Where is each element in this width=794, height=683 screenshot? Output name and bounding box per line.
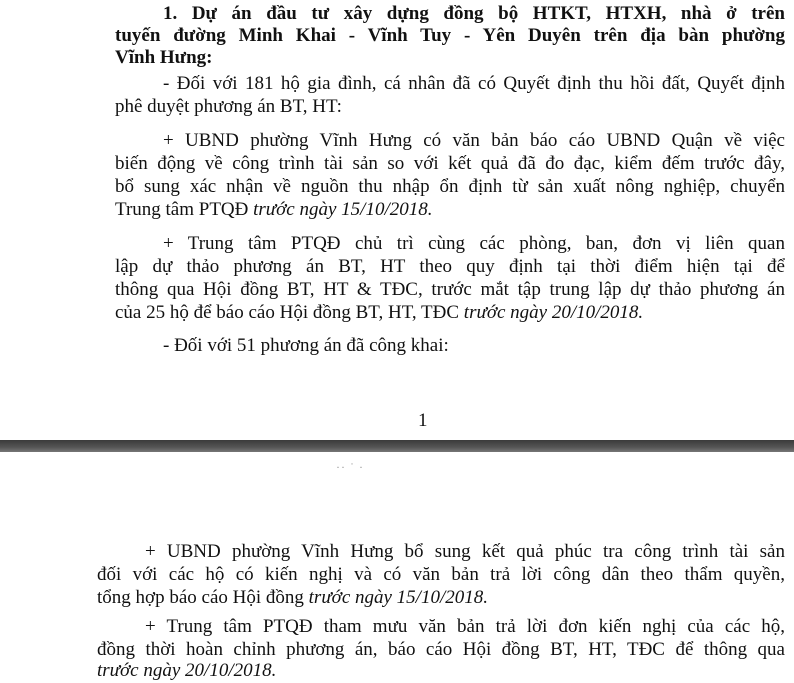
sub-item-ptqd-draft-line-4: [115, 301, 643, 325]
sub-item-vinh-hung-report-line-1: + UBND phường Vĩnh Hưng có văn bản báo cáo UBND Quận về việc: [163, 130, 785, 151]
section-heading-line-2: tuyến đường Minh Khai - Vĩnh Tuy - Yên Duyên trên địa bàn phường: [115, 25, 785, 46]
deadline-text: trước ngày 15/10/2018.: [308, 587, 488, 608]
sub-item-vinh-hung-report-line-4: [115, 198, 432, 222]
sub-item-ptqd-draft-line-1: + Trung tâm PTQĐ chủ trì cùng các phòng, ban, đơn vị liên quan: [163, 233, 785, 254]
sub-item-vinh-hung-recheck-line-1: + UBND phường Vĩnh Hưng bổ sung kết quả phúc tra công trình tài sản: [145, 541, 785, 562]
sub-item-ptqd-response-line-1: + Trung tâm PTQĐ tham mưu văn bản trả lời đơn kiến nghị của các hộ,: [145, 616, 785, 637]
sub-item-ptqd-response-line-3: [97, 659, 276, 683]
item-181-households-line-1: - Đối với 181 hộ gia đình, cá nhân đã có Quyết định thu hồi đất, Quyết định: [163, 73, 785, 94]
section-heading-line-1: 1. Dự án đầu tư xây dựng đồng bộ HTKT, HTXH, nhà ở trên: [163, 3, 785, 24]
page-number: 1: [418, 410, 428, 431]
sub-item-ptqd-draft-line-3: thông qua Hội đồng BT, HT & TĐC, trước mắt tập trung lập dự thảo phương án: [115, 279, 785, 300]
scan-artifact: ·· ˙ ·: [336, 460, 364, 474]
sub-item-vinh-hung-recheck-line-2: đối với các hộ có kiến nghị và có văn bản trả lời công dân theo thẩm quyền,: [97, 564, 785, 585]
item-51-plans: - Đối với 51 phương án đã công khai:: [163, 335, 449, 356]
sub-item-vinh-hung-recheck-line-3: [97, 586, 488, 610]
body-text: Trung tâm PTQĐ: [115, 199, 254, 220]
item-181-households-line-2: phê duyệt phương án BT, HT:: [115, 96, 342, 117]
deadline-text: trước ngày 20/10/2018.: [97, 660, 277, 681]
deadline-text: trước ngày 15/10/2018.: [253, 199, 433, 220]
sub-item-ptqd-response-line-2: đồng thời hoàn chỉnh phương án, báo cáo Hội đồng BT, HT, TĐC để thông qua: [97, 639, 785, 660]
document-page-2: [0, 452, 794, 681]
sub-item-vinh-hung-report-line-2: biến động về công trình tài sản so với kết quả đã đo đạc, kiểm đếm trước đây,: [115, 153, 785, 174]
sub-item-vinh-hung-report-line-3: bổ sung xác nhận về nguồn thu nhập ổn định từ sản xuất nông nghiệp, chuyển: [115, 176, 785, 197]
page-break-divider: [0, 440, 794, 452]
deadline-text: trước ngày 20/10/2018.: [463, 302, 644, 323]
body-text: của 25 hộ để báo cáo Hội đồng BT, HT, TĐC: [115, 302, 464, 323]
section-heading-line-3: Vĩnh Hưng:: [115, 47, 213, 68]
sub-item-ptqd-draft-line-2: lập dự thảo phương án BT, HT theo quy định tại thời điểm hiện tại để: [115, 256, 785, 277]
body-text: tổng hợp báo cáo Hội đồng: [97, 587, 309, 608]
